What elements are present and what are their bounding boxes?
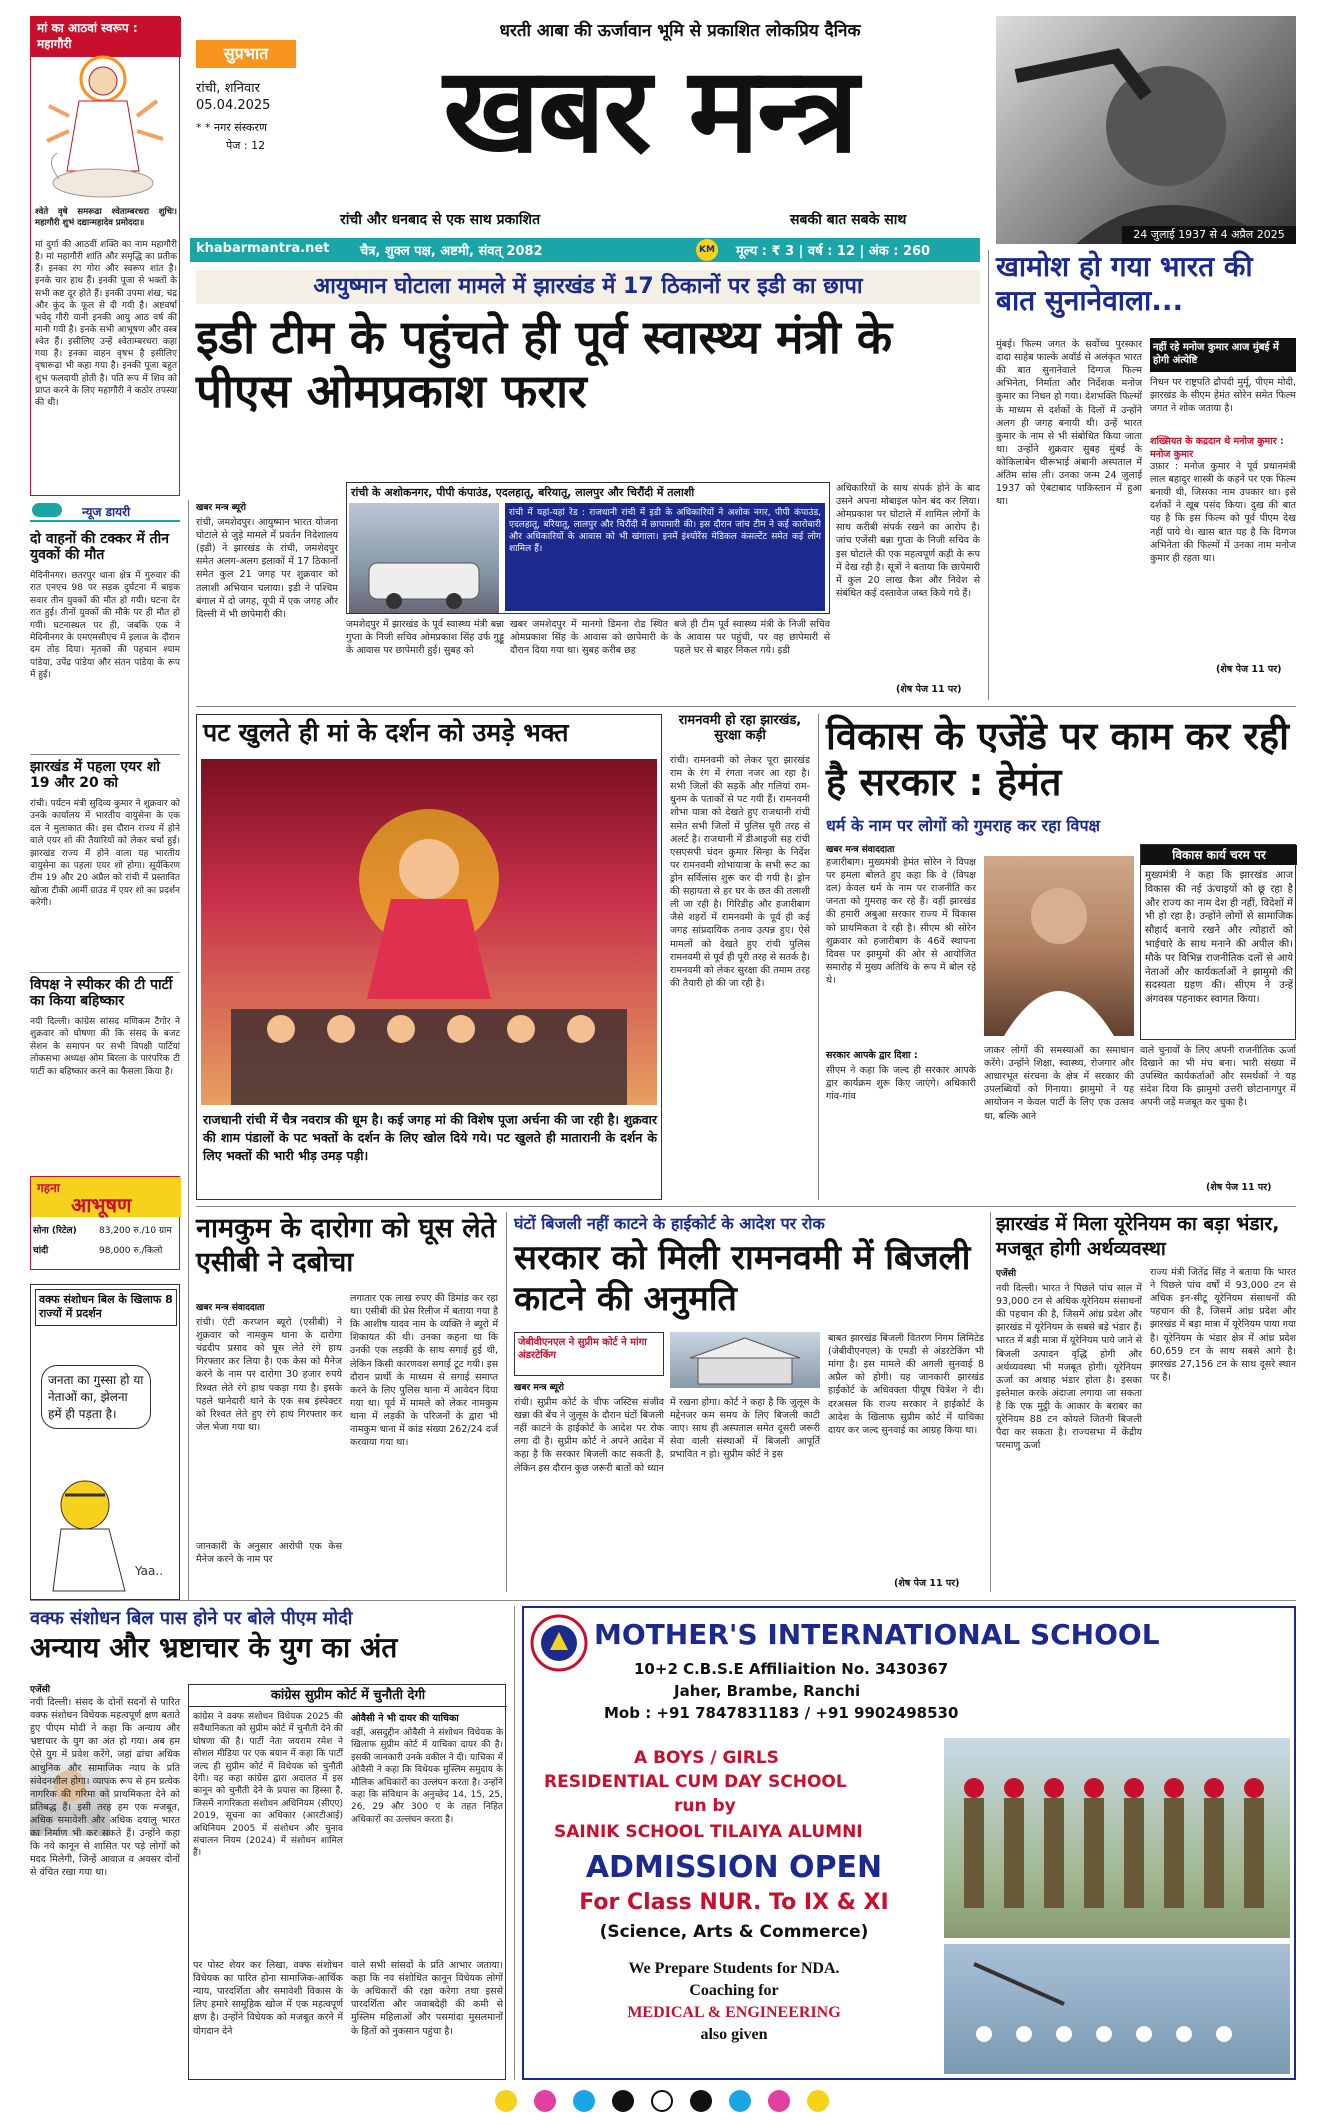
mahagauri-body: मां दुर्गा की आठवीं शक्ति का नाम महागौरी है। मां महागौरी शांति और समृद्धि का प्रतीक हैं। इनका रंग गोरा और स्वरूप शांत है। इनके चार हाथ हैं। इनकी पूजा से भक्तों के सभी कष्ट दूर होते हैं। इनकी उपमा शंख, चंद्र और कुंद के फूल से दी गयी है। अष्टवर्षा भवेद् गौरी यानी इनकी आयु आठ वर्ष की मानी गयी है। इनके सभी आभूषण और वस्त्र श्वेत हैं। इसीलिए उन्हें श्वेताम्बरधरा कहा गया है। इनका वाहन वृषभ है इसीलिए वृषारूढ़ा भी कहा गया है। इनकी पूजा बहुत शुभ फलदायी होती है। पति रूप में शिव को प्राप्त करने के लिए महागौरी ने कठोर तपस्या की थी।	[35, 240, 177, 408]
obituary-headline: खामोश हो गया भारत की बात सुनानेवाला...	[996, 250, 1253, 317]
uranium-story	[996, 1212, 1296, 1592]
reg-mark-icon	[768, 2090, 790, 2112]
lead-kicker: आयुष्मान घोटाला मामले में झारखंड में 17 ठिकानों पर इडी का छापा	[196, 270, 980, 304]
daroga-story	[196, 1212, 498, 1592]
diary-body-3: नयी दिल्ली। कांग्रेस सांसद मणिकम टैगोर ने शुक्रवार को घोषणा की कि संसद के बजट सेशन के समापन पर सभी विपक्षी पार्टियां लोकसभा अध्यक्ष ओम बिरला के पारंपरिक टी पार्टी का बहिष्कार करने का फैसला किया है।	[30, 1017, 180, 1077]
diary-headline-2: झारखंड में पहला एयर शो 19 और 20 को	[30, 759, 160, 791]
obituary-story	[996, 250, 1296, 700]
panchang-text: चैत्र, शुक्ल पक्ष, अष्टमी, संवत् 2082	[360, 244, 543, 259]
gold-price: 83,200 रु./10 ग्राम	[99, 1226, 172, 1236]
school-alumni: SAINIK SCHOOL TILAIYA ALUMNI	[554, 1822, 863, 1842]
congress-box	[188, 1684, 506, 2080]
hemant-story	[826, 714, 1296, 1200]
ed-box-title: रांची के अशोकनगर, पीपी कंपाउंड, एदलहातू, बरियातू, लालपुर और चिरौंदी में तलाशी	[351, 486, 695, 499]
crosshair-icon	[651, 2090, 673, 2112]
car-icon	[349, 503, 499, 613]
ed-raid-photo	[349, 503, 499, 613]
school-emblem-icon	[530, 1614, 588, 1672]
school-address: Jaher, Brambe, Ranchi	[674, 1682, 861, 1700]
court-building-icon	[670, 1332, 820, 1388]
school-type-1: A BOYS / GIRLS	[634, 1748, 779, 1768]
gold-label: सोना (रिटेल)	[33, 1226, 77, 1236]
reg-mark-icon	[495, 2090, 517, 2112]
hemant-col-1: हजारीबाग। मुख्यमंत्री हेमंत सोरेन ने विपक्ष पर हमला बोलते हुए कहा कि वे (विपक्ष दल) केवल धर्म के नाम पर राजनीति कर जनता को गुमराह कर रहे हैं। वहीं झारखंड की हमारी अबुआ सरकार राज्य में विकास को प्राथमिकता दे रही है। सीएम श्री सोरेन शुक्रवार को हजारीबाग के 46वें स्थापना दिवस पर झामुमो की ओर से आयोजित समारोह में मुख्य अतिथि के रूप में बोल रहे थे।	[826, 857, 976, 986]
durga-photo-story	[196, 714, 662, 1200]
ramnavami-security	[670, 714, 810, 1200]
admission-classes: For Class NUR. To IX & XI	[579, 1890, 889, 1915]
page-count: पेज : 12	[226, 139, 266, 152]
gehna-title	[31, 1177, 181, 1217]
prep-line-2: Coaching for	[689, 1982, 779, 1999]
info-strip	[190, 238, 980, 262]
electricity-inset-text: जेबीवीएनएल ने सुप्रीम कोर्ट ने मांगा अंडरटेकिंग	[518, 1337, 647, 1361]
goddess-illustration	[39, 61, 173, 201]
school-name: MOTHER'S INTERNATIONAL SCHOOL	[594, 1618, 1160, 1651]
lead-continued: (शेष पेज 11 पर)	[896, 684, 962, 695]
reg-mark-icon	[690, 2090, 712, 2112]
ed-box-text: रांची में यहां-यहां रेड : राजधानी रांची में इडी के अधिकारियों ने अशोक नगर, पीपी कंपाउंड, एदलहातू, बरियातू, लालपुर और चिरौंदी में छापामारी की। इस दौरान जांच टीम ने कई कारोबारी और अधिकारियों के आवास को भी खंगाला। इनमें इंश्योरेंस मेडिकल कंसल्टेंट समेत कई लोग शामिल हैं।	[505, 503, 825, 611]
electricity-col-1: रांची। सुप्रीम कोर्ट के चीफ जस्टिस संजीव खन्ना की बेंच ने जुलूस के दौरान घंटों बिजली नहीं काटने के हाईकोर्ट के आदेश पर रोक लगा दी है। सुप्रीम कोर्ट ने अपने आदेश में कहा है कि सरकार बिजली काट सकती है, लेकिन इस दौरान कुछ जरूरी बातों को ध्यान	[514, 1397, 664, 1474]
daroga-col-1-b: जानकारी के अनुसार आरोपी एक केस मैनेज करने के नाम पर	[196, 1541, 342, 1566]
electricity-col-3: बाबत झारखंड बिजली वितरण निगम लिमिटेड (जेबीवीएनएल) के एमडी से अंडरटेकिंग भी मांगा है। इस मामले की अगली सुनवाई 8 अप्रैल को होगी। यह जानकारी झारखंड हाईकोर्ट के अधिवक्ता पीयूष चित्रेश ने दी। दरअसल कि राज्य सरकार ने हाईकोर्ट के आदेश के खिलाफ सुप्रीम कोर्ट में याचिका दायर कर जल्द सुनवाई का आग्रह किया था।	[828, 1333, 984, 1436]
durga-caption: राजधानी रांची में चैत्र नवरात्र की धूम है। कई जगह मां की विशेष पूजा अर्चना की जा रही है। शुक्रवार की शाम पंडालों के पट भक्तों के दर्शन के लिए खोल दिये गये। पट खुलते ही मातारानी के दर्शन के लिए भक्तों की भारी भीड़ उमड़ पड़ी।	[203, 1112, 657, 1164]
obituary-photo-caption: 24 जुलाई 1937 से 4 अप्रैल 2025	[1122, 226, 1296, 244]
mahagauri-box	[30, 16, 180, 496]
diary-headline-1: दो वाहनों की टक्कर में तीन युवकों की मौत	[30, 531, 169, 563]
reg-mark-icon	[807, 2090, 829, 2112]
school-runby: run by	[674, 1796, 736, 1816]
uranium-byline: एजेंसी	[996, 1269, 1017, 1279]
masthead-tagline: धरती आबा की ऊर्जावान भूमि से प्रकाशित लोकप्रिय दैनिक	[499, 21, 861, 41]
print-registration-marks	[0, 2090, 1324, 2120]
issue-place: रांची, शनिवार	[196, 81, 260, 96]
school-advertisement	[522, 1606, 1296, 2080]
diary-body-1: मेदिनीनगर। छतरपुर थाना क्षेत्र में गुरुवार की रात एनएच 98 पर सड़क दुर्घटना में बाइक सवार तीन युवकों की मौत हो गयी। घटना देर रात हुई। तीनों युवकों की मौके पर ही मौत हो गयी। घटनास्थल पर ही, जबकि एक ने मेदिनीनगर के एमएमसीएच में इलाज के दौरान दम तोड़ दिया। मृतकों की पहचान श्याम पांडेया, उपेंद्र पांडेया और संतन पांडेया के रूप में हुई।	[30, 571, 180, 681]
mahagauri-title: मां का आठवां स्वरूप : महागौरी	[31, 17, 181, 57]
news-diary	[30, 500, 180, 1160]
waqf-headline: अन्याय और भ्रष्टाचार के युग का अंत	[30, 1631, 398, 1664]
lead-col-5: अधिकारियों के साथ संपर्क होने के बाद उसने अपना मोबाइल फोन बंद कर लिया। ओमप्रकाश पर घोटाले में शामिल लोगों के साथ करीबी संपर्क रखने का आरोप है। जांच एजेंसी बन्ना गुप्ता के निजी सचिव के इस घोटाले की एक महत्वपूर्ण कड़ी के रूप में देख रही है। सूत्रों ने बताया कि छापेमारी में कुल 20 लाख कैश और निवेश से संबंधित कई दस्तावेज जब्त किये गये हैं।	[836, 483, 980, 599]
hemant-box-body: मुख्यमंत्री ने कहा कि झारखंड आज विकास की नई ऊंचाइयों को छू रहा है और राज्य का नाम देश ही नहीं, विदेशों में भी हो रहा है। उन्होंने लोगों से सामाजिक सौहार्द बनाये रखने और त्योहारों को भाईचारे के साथ मनाने की अपील की। मौके पर विभिन्न राजनीतिक दलों से आये नेताओं और कार्यकर्ताओं ने झामुमो की सदस्यता ग्रहण की। सीएम ने उन्हें अंगवस्त्र पहनाकर स्वागत किया।	[1145, 870, 1293, 1006]
daroga-byline: खबर मन्त्र संवाददाता	[196, 1303, 265, 1313]
prep-line-4: also given	[700, 2026, 768, 2043]
electricity-headline: सरकार को मिली रामनवमी में बिजली काटने की अनुमति	[514, 1238, 971, 1320]
congress-box-title: कांग्रेस सुप्रीम कोर्ट में चुनौती देगी	[189, 1685, 507, 1707]
admission-streams: (Science, Arts & Commerce)	[599, 1922, 869, 1942]
km-emblem-icon: KM	[696, 239, 718, 261]
hemant-col-1-b: सीएम ने कहा कि जल्द ही सरकार आपके द्वार कार्यक्रम शुरू किए जाएंगे। अधिकारी गांव-गांव	[826, 1065, 976, 1103]
hemant-col-2: जाकर लोगों की समस्याओं का समाधान करेंगे। उन्होंने शिक्षा, स्वास्थ्य, रोजगार और आधारभूत संरचना के क्षेत्र में सरकार की उपलब्धियों को गिनाया। झामुमो ने यह आयोजन न केवल पार्टी के लिए एक उत्सव था, बल्कि आने	[984, 1045, 1134, 1122]
ramnavami-headline: रामनवमी हो रहा झारखंड, सुरक्षा कड़ी	[678, 713, 802, 743]
hemant-continued: (शेष पेज 11 पर)	[1206, 1182, 1272, 1193]
waqf-col-3: वाले सभी सांसदों के प्रति आभार जताया। कहा कि नव संशोधित कानून विधेयक लोगों के अधिकारों की रक्षा करेगा तथा इससे पारदर्शिता और जवाबदेही की कमी से मुस्लिम महिलाओं और पसमांदा मुसलमानों के हितों को नुकसान पहुंचा है।	[351, 1960, 503, 2037]
school-mobile: Mob : +91 7847831183 / +91 9902498530	[604, 1704, 959, 1722]
newspaper-logo: खबर मन्त्र	[443, 41, 857, 179]
hemant-box	[1140, 844, 1296, 1040]
silver-price: 98,000 रु./किलो	[99, 1246, 163, 1256]
electricity-continued: (शेष पेज 11 पर)	[894, 1578, 960, 1589]
students-icon	[944, 1944, 1290, 2074]
electricity-byline: खबर मन्त्र ब्यूरो	[514, 1383, 564, 1393]
lead-col-3: खबर जमशेदपुर में मानगो डिमना रोड स्थित ओमप्रकाश सिंह के आवास को छापेमारी के दौरान दिया गया था। सुबह करीब छह	[510, 619, 668, 657]
waqf-col-1: नयी दिल्ली। संसद के दोनों सदनों से पारित वक्फ संशोधन विधेयक महत्वपूर्ण क्षण बताते हुए पीएम मोदी ने कहा कि अन्याय और भ्रष्टाचार के युग का अंत हो गया। अब हम ऐसे युग में प्रवेश करेंगे, जहां ढांचा अधिक आधुनिक और सामाजिक न्याय के प्रति संवेदनशील होगा। व्यापक रूप से हम प्रत्येक नागरिक की गरिमा को प्राथमिकता देने को प्रतिबद्ध हैं। इसी तरह हम एक मजबूत, अधिक समावेशी और अधिक दयालु भारत का निर्माण भी कर सकते हैं। उन्होंने कहा कि नये कानून से शासित पर पड़े लोगों को मदद मिलेगी, जिन्हें आवाज व अवसर दोनों से वंचित रखा गया था।	[30, 1697, 180, 1879]
obituary-side-box: नहीं रहे मनोज कुमार आज मुंबई में होगी अंत्येष्टि	[1150, 338, 1296, 372]
hemant-byline: खबर मन्त्र संवाददाता	[826, 845, 895, 855]
hemant-col-3: वाले चुनावों के लिए अपनी राजनीतिक ऊर्जा दिखाने का भी मंच बना। भारी संख्या में उपस्थित कार्यकर्ताओं और समर्थकों ने यह संदेश दिया कि झामुमो उत्तरी छोटानागपुर में अपनी जड़ें मजबूत कर चुका है।	[1140, 1045, 1296, 1109]
masthead-sub-left: रांची और धनबाद से एक साथ प्रकाशित	[340, 212, 541, 228]
ramnavami-body: रांची। रामनवमी को लेकर पूरा झारखंड राम के रंग में रंगता नजर आ रहा है। सभी जिलों की सड़कें और गलियां राम-धुनम के पताकों से पट गयी हैं। रामनवमी शोभा यात्रा को देखते हुए राजधानी रांची समेत सभी जिलों में पुलिस पूरी तरह से अलर्ट है। राजधानी में डीआइजी सह रांची एसएसपी चंदन कुमार सिन्हा के निर्देश पर रामनवमी शोभायात्रा के सभी रूट का ड्रोन सर्विलांस शुरू कर दी गयी है। ड्रोन की सहायता से हर घर के छत की तलाशी ली जा रही है। गिरिडीह और हजारीबाग जैसे शहरों में रामनवमी के पूर्व ही कई जगह सांप्रदायिक तनाव उत्पन्न हुए। ऐसे मामलों को देखते हुए रांची पुलिस रामनवमी से पूर्व ही पूरी तरह से सतर्क है। रामनवमी को लेकर सुरक्षा की तमाम तरह की तैयारी हो की जा रही है।	[670, 755, 810, 989]
obituary-col-1: मुंबई। फिल्म जगत के सर्वोच्च पुरस्कार दादा साहेब फाल्के अवॉर्ड से अलंकृत भारत की बात सुनानेवाले दिग्गज फिल्म अभिनेता, निर्माता और निर्देशक मनोज कुमार का निधन हो गया। देशभक्ति फिल्मों के माध्यम से दर्शकों के दिलों में उन्होंने अलग ही जगह बनायी थी। उन्हें भारत कुमार के नाम से भी संबोधित किया जाता था। उन्होंने शुक्रवार सुबह मुंबई के कोकिलाबेन धीरूभाई अंबानी अस्पताल में अंतिम सांस ली। उनका जन्म 24 जुलाई 1937 को ऐबटाबाद पाकिस्तान में हुआ था।	[996, 339, 1142, 508]
obituary-col-2: निधन पर राष्ट्रपति द्रौपदी मुर्मू, पीएम मोदी, झारखंड के सीएम हेमंत सोरेन समेत फिल्म जगत ने शोक जताया है।	[1150, 377, 1296, 415]
price-text: मूल्य : ₹ 3 | वर्ष : 12 | अंक : 260	[736, 244, 931, 259]
gehna-title-2: आभूषण	[71, 1193, 132, 1217]
idol-illustration	[201, 759, 657, 1105]
reg-mark-icon	[729, 2090, 751, 2112]
daroga-col-1: रांची। एंटी करप्शन ब्यूरो (एसीबी) ने शुक्रवार को नामकुम थाना के दारोगा चंद्रदीप प्रसाद को घूस लेते रंगे हाथ गिरफ्तार कर लिया है। एक केस को मैनेज करने के नाम पर दारोगा 30 हजार रुपये रिश्वत लेते रंगे हाथ पकड़ा गया है। इसके पहले थानेदारी थाने के एक सब इंस्पेक्टर को रिश्वत लेते हुए रंगे हाथ गिरफ्तार कर जेल भेजा गया था।	[196, 1317, 342, 1433]
obituary-col-2-head: शख्सियत के कद्रदान थे मनोज कुमार : मनोज कुमार	[1150, 436, 1284, 460]
electricity-story	[514, 1212, 984, 1592]
gehna-title-1: गहना	[37, 1181, 60, 1195]
edition-label: * * नगर संस्करण	[196, 121, 267, 134]
cartoon-caption: वक्फ संशोधन बिल के खिलाफ 8 राज्यों में प्रदर्शन	[35, 1289, 177, 1326]
mahagauri-mantra: श्वेते वृषे समरूढा श्वेताम्बरधरा शुचिः। महागौरी शुभं दद्यान्महादेव प्रमोददा॥	[35, 207, 177, 229]
silver-label: चांदी	[33, 1246, 49, 1256]
lead-story	[196, 270, 980, 700]
waqf-story	[30, 1606, 506, 2080]
waqf-byline: एजेंसी	[30, 1685, 51, 1695]
hemant-photo	[984, 856, 1134, 1036]
issue-date: 05.04.2025	[196, 98, 271, 113]
durga-headline: पट खुलते ही मां के दर्शन को उमड़े भक्त	[203, 718, 569, 747]
lead-col-1: रांची, जमशेदपुर। आयुष्मान भारत योजना घोटाले से जुड़े मामले में प्रवर्तन निदेशालय (इडी) ने झारखंड के रांची, जमशेदपुर समेत अलग-अलग इलाकों में 17 ठिकानों समेत कुल 21 जगह पर शुक्रवार को तलाशी अभियान चलाया। इडी ने पश्चिम बंगाल में दो जगह, यूपी में एक जगह और दिल्ली में भी छापेमारी की।	[196, 517, 338, 620]
obituary-col-2-body: उफ़ार : मनोज कुमार ने पूर्व प्रधानमंत्री लाल बहादुर शास्त्री के कहने पर एक फिल्म बनायी थी, जिसका नाम उपकार था। इसे दर्शकों ने खूब पसंद किया। दुख की बात यह है कि इस फिल्म को पूर्व पीएम देख नहीं पाये थे। खास बात यह है कि दिग्गज अभिनेता की फिल्मों में उनका नाम मनोज कुमार ही रहता था।	[1150, 461, 1296, 564]
lead-byline: खबर मन्त्र ब्यूरो	[196, 503, 246, 513]
electricity-col-2: में रखना होगा। कोर्ट ने कहा है कि जुलूस के मद्देनजर कम समय के लिए बिजली काटी जाए। साथ ही अस्पताल समेत दूसरी जरूरी सेवा वाली संस्थाओं में बिजली आपूर्ति प्रभावित न हो। सुप्रीम कोर्ट ने इस	[670, 1397, 820, 1461]
hemant-col-1-head: सरकार आपके द्वार दिशा :	[826, 1050, 918, 1061]
uranium-headline: झारखंड में मिला यूरेनियम का बड़ा भंडार, मजबूत होगी अर्थव्यवस्था	[996, 1213, 1280, 1260]
portrait-silhouette-icon	[996, 16, 1296, 244]
cm-portrait-icon	[984, 856, 1134, 1036]
electricity-inset	[514, 1332, 664, 1376]
news-diary-icon	[32, 503, 62, 517]
hemant-headline: विकास के एजेंडे पर काम कर रही है सरकार : हेमंत	[826, 714, 1289, 804]
congress-box-col-2: वहीं, असदुद्दीन ओवैसी ने संशोधन विधेयक के खिलाफ सुप्रीम कोर्ट में याचिका दायर की है। इसकी जानकारी उनके वकील ने दी। याचिका में ओवैसी ने कहा कि विधेयक मुस्लिम समुदाय के मौलिक अधिकारों का उल्लंघन करता है। उन्होंने कहा कि संविधान के अनुच्छेद 14, 15, 25, 26, 29 और 300 ए के तहत निहित अधिकारों का उल्लंघन करता है।	[351, 1728, 503, 1825]
hemant-subhead: धर्म के नाम पर लोगों को गुमराह कर रहा विपक्ष	[826, 816, 1101, 835]
reg-mark-icon	[534, 2090, 556, 2112]
suprabhat-badge: सुप्रभात	[196, 40, 296, 68]
prep-line-3: MEDICAL & ENGINEERING	[627, 2004, 841, 2021]
news-diary-label	[30, 500, 180, 522]
masthead-sub-right: सबकी बात सबके साथ	[790, 212, 907, 228]
website-link[interactable]: khabarmantra.net	[196, 241, 330, 256]
daroga-col-2: लगातार एक लाख रुपए की डिमांड कर रहा था। एसीबी की प्रेस रिलीज में बताया गया है कि आशीष यादव नाम के व्यक्ति ने ब्यूरो में शिकायत की थी। उनका कहना था कि उनकी एक लड़की के साथ सगाई हुई थी, लेकिन किसी कारणवश सगाई टूट गयी। इस दौरान प्रार्थी के माध्यम से सगाई समाप्त करने के लिए पुलिस थाना में आवेदन दिया गया था। पूर्व में मामले को लेकर नामकुम थाना में लड़की के परिजनों के द्वारा भी नामकुम थाना में कांड संख्या 262/24 दर्ज करवाया गया था।	[350, 1293, 498, 1449]
congress-box-col-1: कांग्रेस ने वक्फ संशोधन विधेयक 2025 की संवैधानिकता को सुप्रीम कोर्ट में चुनौती देने की घोषणा की है। पार्टी नेता जयराम रमेश ने सोशल मीडिया पर एक बयान में कहा कि पार्टी जल्द ही सुप्रीम कोर्ट में विधेयक को चुनौती देगी। वह कहा कांग्रेस द्वारा अदालत में इस कानून को चुनौती देने के प्रयास का हिस्सा है, जिसमें नागरिकता संशोधन अधिनियम (सीएए) 2019, सूचना का अधिकार (आरटीआई) अधिनियम 2005 में संशोधन और चुनाव संचालन नियम (2024) में संशोधन शामिल हैं।	[193, 1712, 343, 1859]
diary-headline-3: विपक्ष ने स्पीकर की टी पार्टी का किया बहिष्कार	[30, 977, 173, 1009]
durga-pandal-photo	[201, 759, 657, 1105]
cartoon-box	[30, 1284, 180, 1600]
admission-open: ADMISSION OPEN	[585, 1850, 883, 1885]
cadets-icon	[944, 1738, 1290, 1938]
cartoon-bubble: जनता का गुस्सा हो या नेताओं का, झेलना हमें ही पड़ता है।	[41, 1365, 151, 1429]
gehna-box	[30, 1176, 180, 1270]
students-assembly-photo	[944, 1944, 1290, 2074]
obituary-continued: (शेष पेज 11 पर)	[1216, 664, 1282, 675]
school-affiliation: 10+2 C.B.S.E Affiliaition No. 3430367	[634, 1660, 949, 1678]
electricity-kicker: घंटों बिजली नहीं काटने के हाईकोर्ट के आदेश पर रोक	[514, 1214, 825, 1233]
diary-body-2: रांची। पर्यटन मंत्री सुदिव्य कुमार ने शुक्रवार को उनके कार्यालय में भारतीय वायुसेना के एक दल ने मुलाकात की। इस दौरान राज्य में होने वाले एयर शो की तैयारियों को लेकर चर्चा हुई। झारखंड राज्य में होने वाला यह भारतीय वायुसेना का पहला एयर शो होगा। सूर्यकिरण टीम 19 और 20 अप्रैल को रांची में प्रस्तावित खोजा टीकी आर्मी ग्राउंड में एयर शो का प्रदर्शन करेगी।	[30, 799, 180, 909]
lead-col-4: बजे ही टीम पूर्व स्वास्थ्य मंत्री के निजी सचिव के आवास पर पहुंची, पर वह छापेमारी से पहले घर से बाहर निकल गये। इडी	[674, 619, 830, 657]
uranium-col-1: नयी दिल्ली। भारत ने पिछले पांच साल में 93,000 टन से अधिक यूरेनियम संसाधनों की पहचान की है, जिसमें आंध्र प्रदेश और झारखंड में यूरेनियम के सबसे बड़े भंडार हैं। भारत में बड़ी मात्रा में यूरेनियम पाये जाने से बिजली उत्पादन वृद्धि होगी और अर्थव्यवस्था भी मजबूत होगी। यूरेनियम ऊर्जा का अथाह भंडार होता है। इसका इस्तेमाल करके अंदाजा लगाया जा सकता है कि एक मुट्ठी के आकार के बराबर का यूरेनियम 88 टन कोयले जितनी बिजली पैदा कर सकता है। राज्यसभा में केंद्रीय परमाणु ऊर्जा	[996, 1283, 1142, 1452]
reg-mark-icon	[612, 2090, 634, 2112]
cadets-parade-photo	[944, 1738, 1290, 1938]
waqf-kicker: वक्फ संशोधन बिल पास होने पर बोले पीएम मोदी	[30, 1608, 353, 1629]
cartoon-figure-icon	[45, 1465, 175, 1595]
prep-line-1: We Prepare Students for NDA.	[628, 1960, 840, 1977]
cartoon-sound: Yaa..	[135, 1564, 164, 1578]
waqf-col-2: पर पोस्ट शेयर कर लिखा, वक्फ संशोधन विधेयक का पारित होना सामाजिक-आर्थिक न्याय, पारदर्शिता और समावेशी विकास के लिए हमारे सामूहिक खोज में एक महत्वपूर्ण क्षण है। उन्होंने विधेयक को मजबूत करने में योगदान देने	[193, 1960, 343, 2037]
uranium-col-2: राज्य मंत्री जितेंद्र सिंह ने बताया कि भारत ने पिछले पांच वर्षों में 93,000 टन से अधिक इन-सीटू यूरेनियम संसाधनों की पहचान की है, जिसमें आंध्र प्रदेश और झारखंड में बड़ा मात्रा में यूरेनियम पाया गया है। यूरेनियम के भंडार क्षेत्र में आंध्र प्रदेश 60,659 टन के साथ सबसे आगे है। झारखंड 27,156 टन के साथ दूसरे स्थान पर है।	[1150, 1267, 1296, 1383]
lead-col-2: जमशेदपुर में झारखंड के पूर्व स्वास्थ्य मंत्री बन्ना गुप्ता के निजी सचिव ओमप्रकाश सिंह उर्फ गुड्डू के आवास पर छापेमारी हुई। सुबह को	[346, 619, 504, 657]
school-type-2: RESIDENTIAL CUM DAY SCHOOL	[544, 1772, 847, 1792]
news-diary-title: न्यूज डायरी	[82, 505, 131, 519]
lead-headline: इडी टीम के पहुंचते ही पूर्व स्वास्थ्य मंत्री के पीएस ओमप्रकाश फरार	[196, 310, 893, 419]
ovaisi-head: ओवैसी ने भी दायर की याचिका	[351, 1713, 459, 1724]
reg-mark-icon	[573, 2090, 595, 2112]
daroga-headline: नामकुम के दारोगा को घूस लेते एसीबी ने दबोचा	[196, 1213, 496, 1278]
manoj-kumar-photo	[996, 16, 1296, 244]
hemant-box-title: विकास कार्य चरम पर	[1141, 845, 1297, 865]
supreme-court-photo	[670, 1332, 820, 1388]
ed-photo-box	[346, 482, 830, 614]
